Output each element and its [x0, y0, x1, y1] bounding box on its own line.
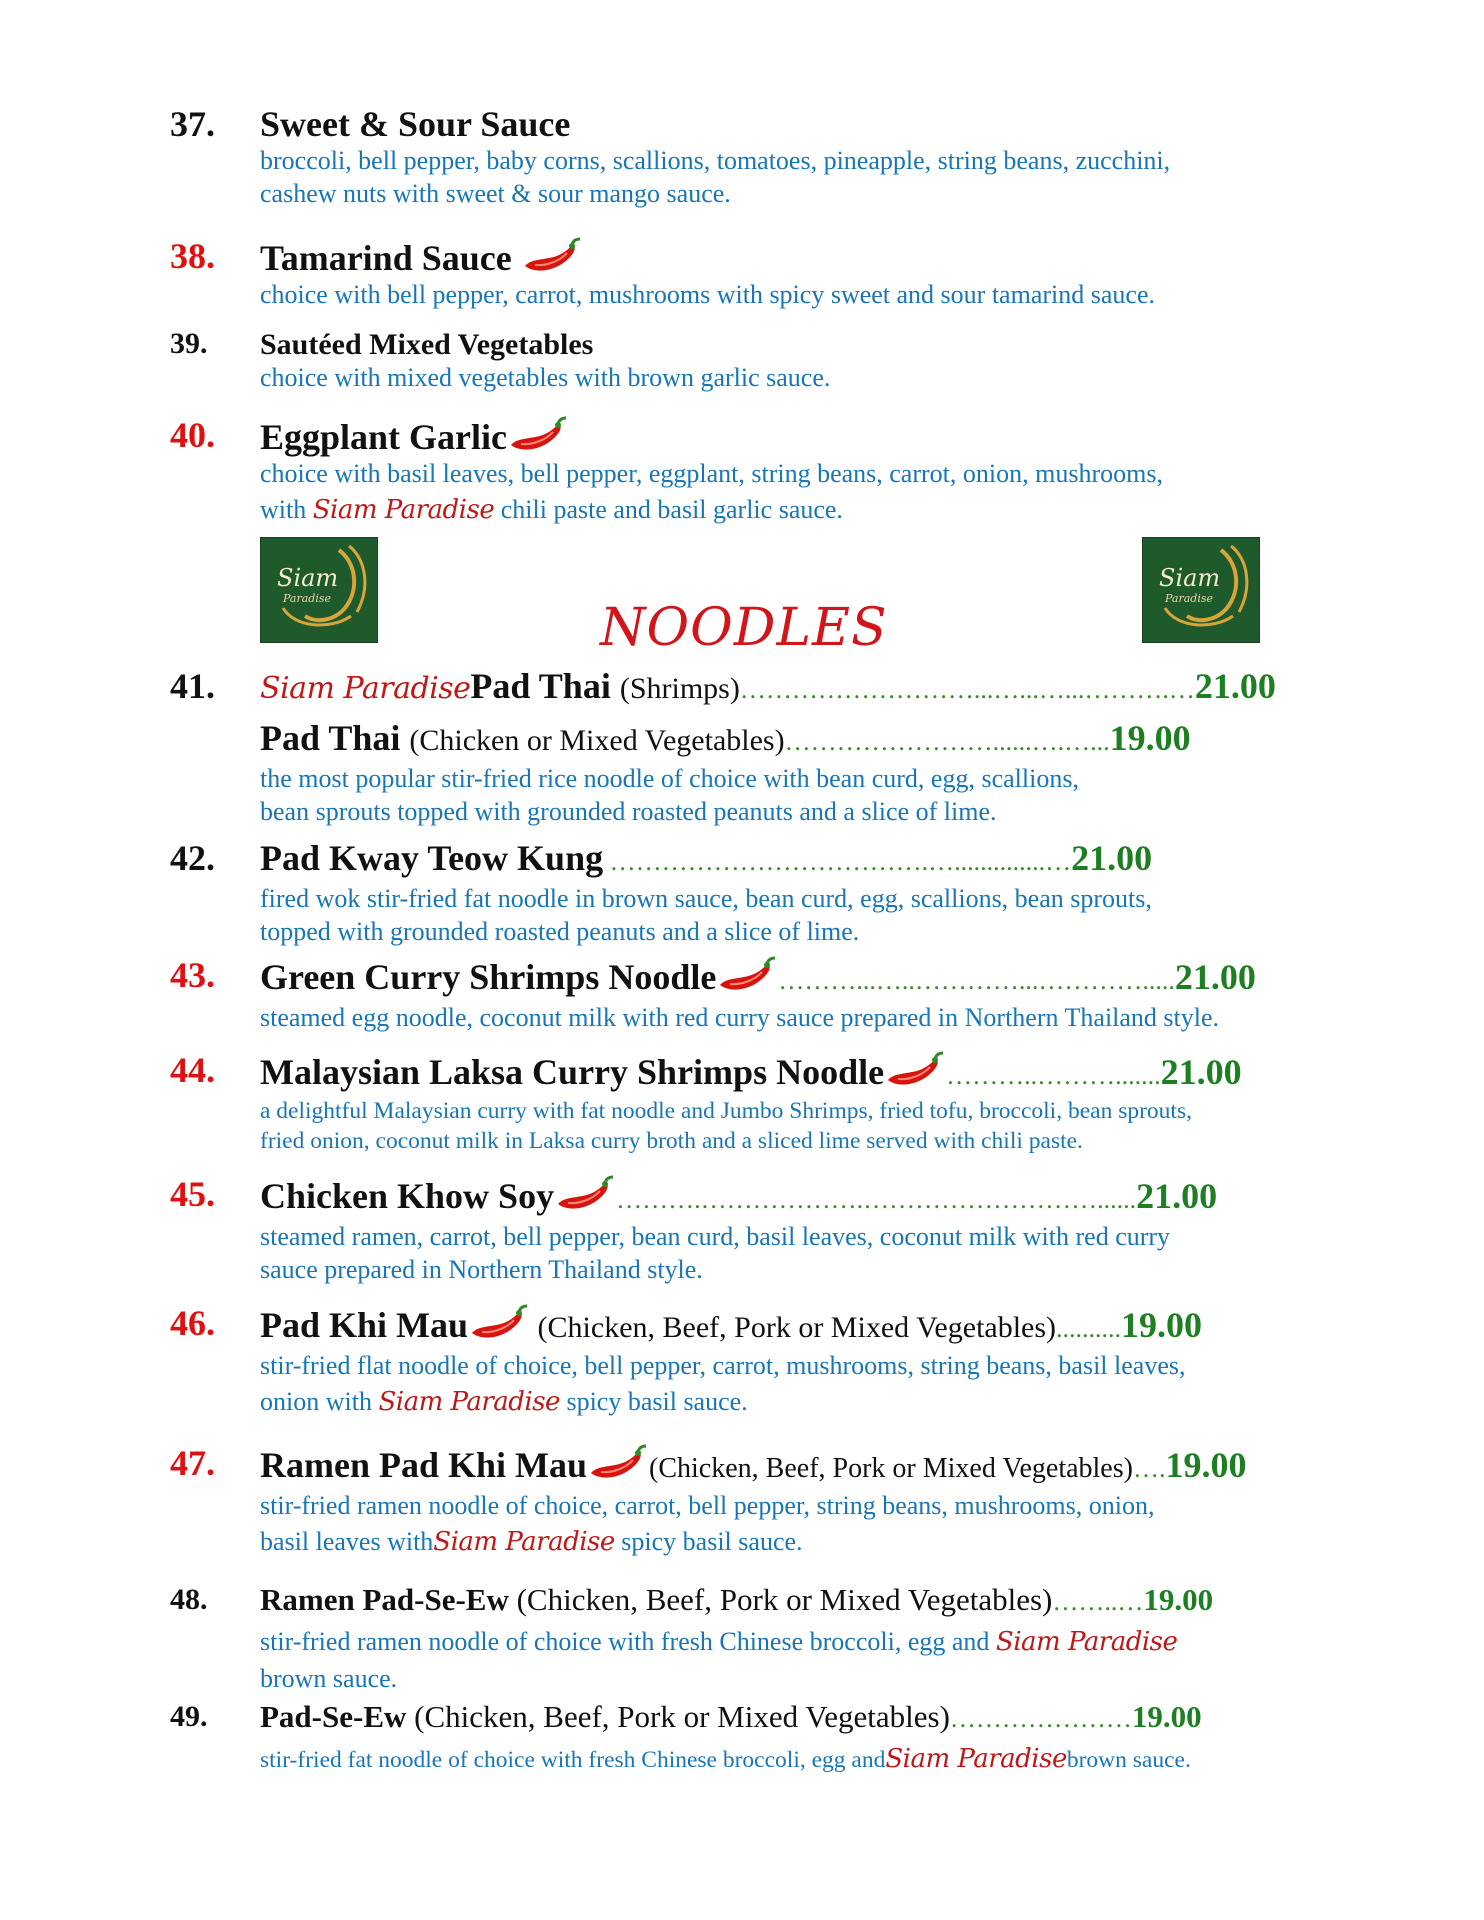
item-description: the most popular stir-fried rice noodle of choice with bean curd, egg, scallions,: [260, 764, 1079, 793]
item-description: bean sprouts topped with grounded roasted peanuts and a slice of lime.: [260, 797, 997, 826]
item-name: Green Curry Shrimps Noodle: [260, 957, 717, 997]
item-description: stir-fried fat noodle of choice with fresh Chinese broccoli, egg and: [260, 1747, 886, 1773]
item-description: fried onion, coconut milk in Laksa curry broth and a sliced lime served with chili paste.: [260, 1128, 1083, 1154]
item-description: topped with grounded roasted peanuts and a slice of lime.: [260, 917, 860, 946]
brand-name: Siam Paradise: [885, 1744, 1067, 1774]
item-price: 21.00: [1160, 1052, 1242, 1092]
item-number: 43.: [170, 955, 215, 995]
item-number: 42.: [170, 838, 215, 878]
item-description: a delightful Malaysian curry with fat noodle and Jumbo Shrimps, fried tofu, broccoli, bean sprouts,: [260, 1098, 1192, 1124]
item-price: 21.00: [1136, 1176, 1218, 1216]
item-option: (Chicken, Beef, Pork or Mixed Vegetables): [406, 1699, 950, 1734]
brand-name: Siam Paradise: [995, 1627, 1178, 1657]
item-number: 44.: [170, 1050, 215, 1090]
item-description: stir-fried ramen noodle of choice, carrot, bell pepper, string beans, mushrooms, onion,: [260, 1491, 1155, 1520]
siam-paradise-logo-left: [260, 537, 378, 643]
item-description: onion with: [260, 1387, 379, 1416]
logo-text: Siam: [277, 564, 339, 592]
item-number: 46.: [170, 1303, 215, 1343]
price-leader: ……………………......….…...: [784, 727, 1110, 756]
item-name: Sweet & Sour Sauce: [260, 104, 571, 144]
item-description: spicy basil sauce.: [614, 1527, 803, 1556]
item-name: Tamarind Sauce: [260, 238, 512, 278]
item-number: 41.: [170, 666, 215, 706]
item-option: (Chicken, Beef, Pork or Mixed Vegetables): [649, 1453, 1133, 1484]
item-number: 40.: [170, 415, 215, 455]
item-number: 38.: [170, 236, 215, 276]
price-leader: ……………………………….…..............…: [603, 847, 1072, 876]
item-name: Pad-Se-Ew: [260, 1699, 407, 1734]
logo-subtext: Paradise: [283, 592, 331, 605]
chili-pepper-icon: [587, 1443, 649, 1485]
item-description: brown sauce.: [1066, 1747, 1191, 1773]
item-option: (Chicken or Mixed Vegetables): [409, 724, 785, 757]
price-leader: …………………: [949, 1704, 1132, 1733]
item-name: Pad Thai: [260, 718, 401, 758]
price-leader: ….: [1132, 1454, 1166, 1483]
item-number: 48.: [170, 1583, 208, 1616]
item-description: with: [260, 495, 313, 524]
item-price: 19.00: [1121, 1305, 1203, 1345]
chili-pepper-icon: [716, 955, 778, 997]
item-description: stir-fried ramen noodle of choice with fresh Chinese broccoli, egg and: [260, 1627, 996, 1656]
item-number: 47.: [170, 1443, 215, 1483]
logo-emblem-icon: [1143, 538, 1259, 642]
item-description: fired wok stir-fried fat noodle in brown sauce, bean curd, egg, scallions, bean sprouts,: [260, 884, 1152, 913]
item-number: 49.: [170, 1700, 208, 1733]
item-price: 21.00: [1071, 838, 1153, 878]
item-name: Pad Kway Teow Kung: [260, 838, 604, 878]
item-price: 19.00: [1109, 718, 1191, 758]
item-description: choice with mixed vegetables with brown garlic sauce.: [260, 363, 831, 392]
item-description: basil leaves with: [260, 1527, 434, 1556]
item-description: spicy basil sauce.: [559, 1387, 748, 1416]
logo-subtext: Paradise: [1165, 592, 1213, 605]
chili-pepper-icon: [884, 1050, 946, 1092]
item-option: (Chicken, Beef, Pork or Mixed Vegetables): [530, 1311, 1057, 1344]
item-description: steamed egg noodle, coconut milk with red curry sauce prepared in Northern Thailand style.: [260, 1003, 1220, 1032]
item-option: (Shrimps): [619, 672, 740, 705]
item-price: 21.00: [1194, 666, 1276, 706]
brand-name: Siam Paradise: [433, 1527, 615, 1557]
price-leader: ………………………...…...…...……….…: [739, 675, 1195, 704]
item-price: 19.00: [1131, 1699, 1202, 1734]
brand-name: Siam Paradise: [312, 495, 495, 525]
chili-pepper-icon: [554, 1174, 616, 1216]
item-description: choice with bell pepper, carrot, mushrooms with spicy sweet and sour tamarind sauce.: [260, 280, 1155, 309]
item-name: Ramen Pad Khi Mau: [260, 1445, 588, 1485]
item-description: choice with basil leaves, bell pepper, eggplant, string beans, carrot, onion, mushrooms,: [260, 459, 1163, 488]
item-number: 39.: [170, 327, 208, 360]
item-description: sauce prepared in Northern Thailand style.: [260, 1255, 703, 1284]
item-number: 45.: [170, 1174, 215, 1214]
logo-emblem-icon: [261, 538, 377, 642]
price-leader: ……….……………….………………………......: [616, 1185, 1137, 1214]
item-name: Pad Khi Mau: [260, 1305, 469, 1345]
price-leader: ………..……….......: [946, 1061, 1161, 1090]
logo-text: Siam: [1159, 564, 1221, 592]
item-name: Sautéed Mixed Vegetables: [260, 328, 594, 361]
item-description: brown sauce.: [260, 1664, 398, 1693]
price-leader: ………...…..…………...………….....: [778, 966, 1175, 995]
price-leader: ……..…: [1052, 1587, 1144, 1616]
item-name: Malaysian Laksa Curry Shrimps Noodle: [260, 1052, 885, 1092]
item-option: (Chicken, Beef, Pork or Mixed Vegetables): [508, 1582, 1053, 1617]
item-number: 37.: [170, 104, 215, 144]
brand-name: Siam Paradise: [260, 671, 471, 706]
item-description: broccoli, bell pepper, baby corns, scallions, tomatoes, pineapple, string beans, zucchini,: [260, 146, 1171, 175]
item-name: Chicken Khow Soy: [260, 1176, 555, 1216]
item-price: 19.00: [1143, 1582, 1214, 1617]
chili-pepper-icon: [507, 415, 569, 457]
item-name: Eggplant Garlic: [260, 417, 508, 457]
item-description: steamed ramen, carrot, bell pepper, bean curd, basil leaves, coconut milk with red curry: [260, 1222, 1171, 1251]
item-description: stir-fried flat noodle of choice, bell pepper, carrot, mushrooms, string beans, basil leaves,: [260, 1351, 1186, 1380]
section-title: NOODLES: [600, 598, 888, 658]
siam-paradise-logo-right: [1142, 537, 1260, 643]
item-name: Pad Thai: [470, 666, 611, 706]
item-price: 21.00: [1174, 957, 1256, 997]
price-leader: ..........: [1056, 1314, 1122, 1343]
item-description: chili paste and basil garlic sauce.: [500, 495, 843, 524]
brand-name: Siam Paradise: [378, 1387, 560, 1417]
chili-pepper-icon: [521, 236, 583, 278]
item-description: cashew nuts with sweet & sour mango sauce.: [260, 179, 731, 208]
item-price: 19.00: [1165, 1445, 1247, 1485]
item-name: Ramen Pad-Se-Ew: [260, 1582, 509, 1617]
chili-pepper-icon: [468, 1303, 530, 1345]
